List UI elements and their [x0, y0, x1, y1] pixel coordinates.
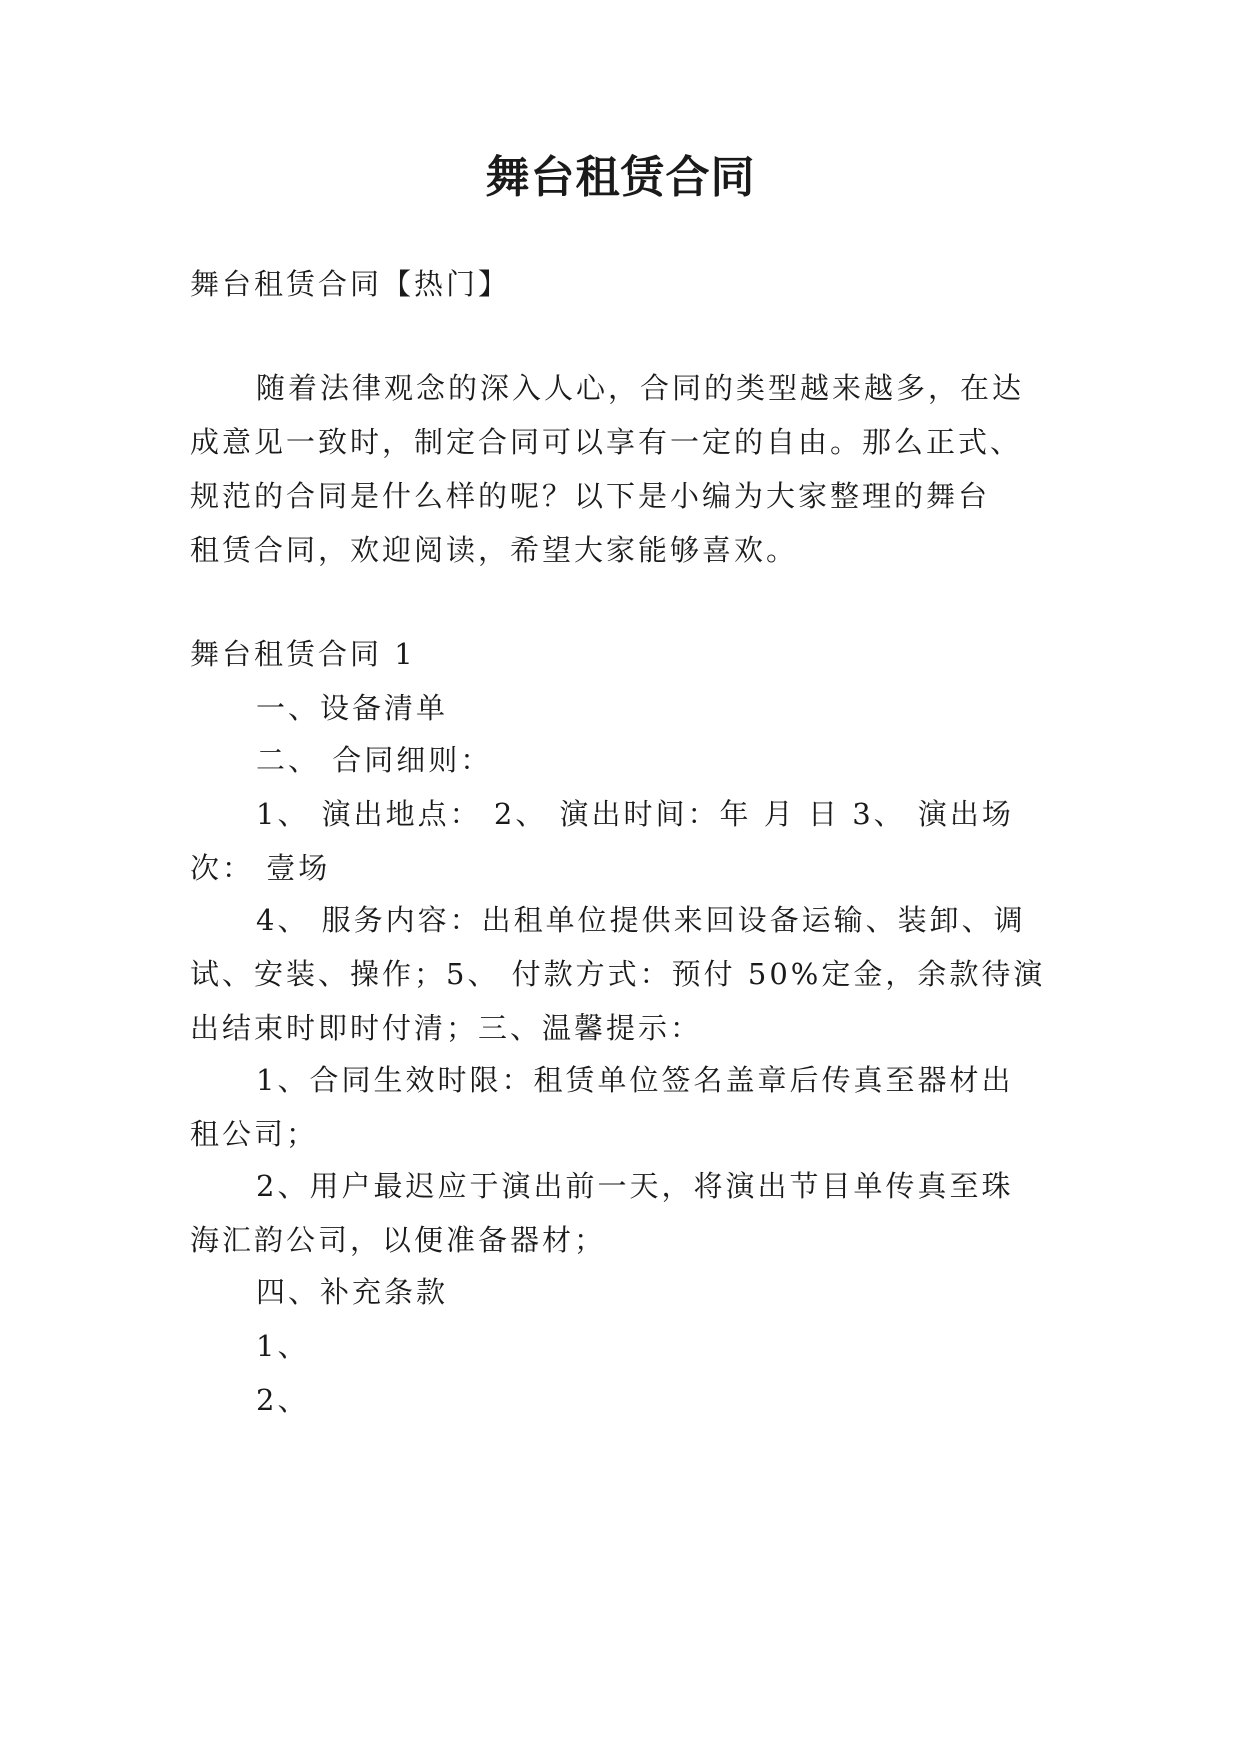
section-title: 舞台租赁合同 1: [190, 637, 416, 671]
body-line: 1、: [256, 1329, 310, 1363]
body-line: 4、 服务内容：出租单位提供来回设备运输、装卸、调: [256, 903, 1026, 937]
document-title: 舞台租赁合同: [485, 152, 756, 203]
body-line: 出结束时即时付清；三、温馨提示：: [190, 1011, 703, 1045]
body-line: 2、用户最迟应于演出前一天，将演出节目单传真至珠: [256, 1169, 1014, 1203]
body-line: 一、设备清单: [256, 691, 449, 725]
body-line: 次： 壹场: [190, 851, 331, 885]
body-line: 1、 演出地点： 2、 演出时间：年 月 日 3、 演出场: [256, 797, 1014, 831]
intro-line: 规范的合同是什么样的呢？以下是小编为大家整理的舞台: [190, 479, 991, 513]
body-line: 试、安装、操作；5、 付款方式：预付 50%定金，余款待演: [190, 957, 1046, 991]
body-line: 海汇韵公司，以便准备器材；: [190, 1223, 607, 1257]
body-line: 租公司；: [190, 1117, 319, 1151]
body-line: 1、合同生效时限：租赁单位签名盖章后传真至器材出: [256, 1063, 1014, 1097]
intro-line: 随着法律观念的深入人心，合同的类型越来越多，在达: [256, 371, 1025, 405]
body-line: 2、: [256, 1383, 310, 1417]
intro-line: 成意见一致时，制定合同可以享有一定的自由。那么正式、: [190, 425, 1023, 459]
document-heading: 舞台租赁合同【热门】: [190, 267, 511, 301]
body-line: 二、 合同细则：: [256, 743, 493, 777]
intro-line: 租赁合同，欢迎阅读，希望大家能够喜欢。: [190, 533, 799, 567]
body-line: 四、补充条款: [256, 1275, 449, 1309]
